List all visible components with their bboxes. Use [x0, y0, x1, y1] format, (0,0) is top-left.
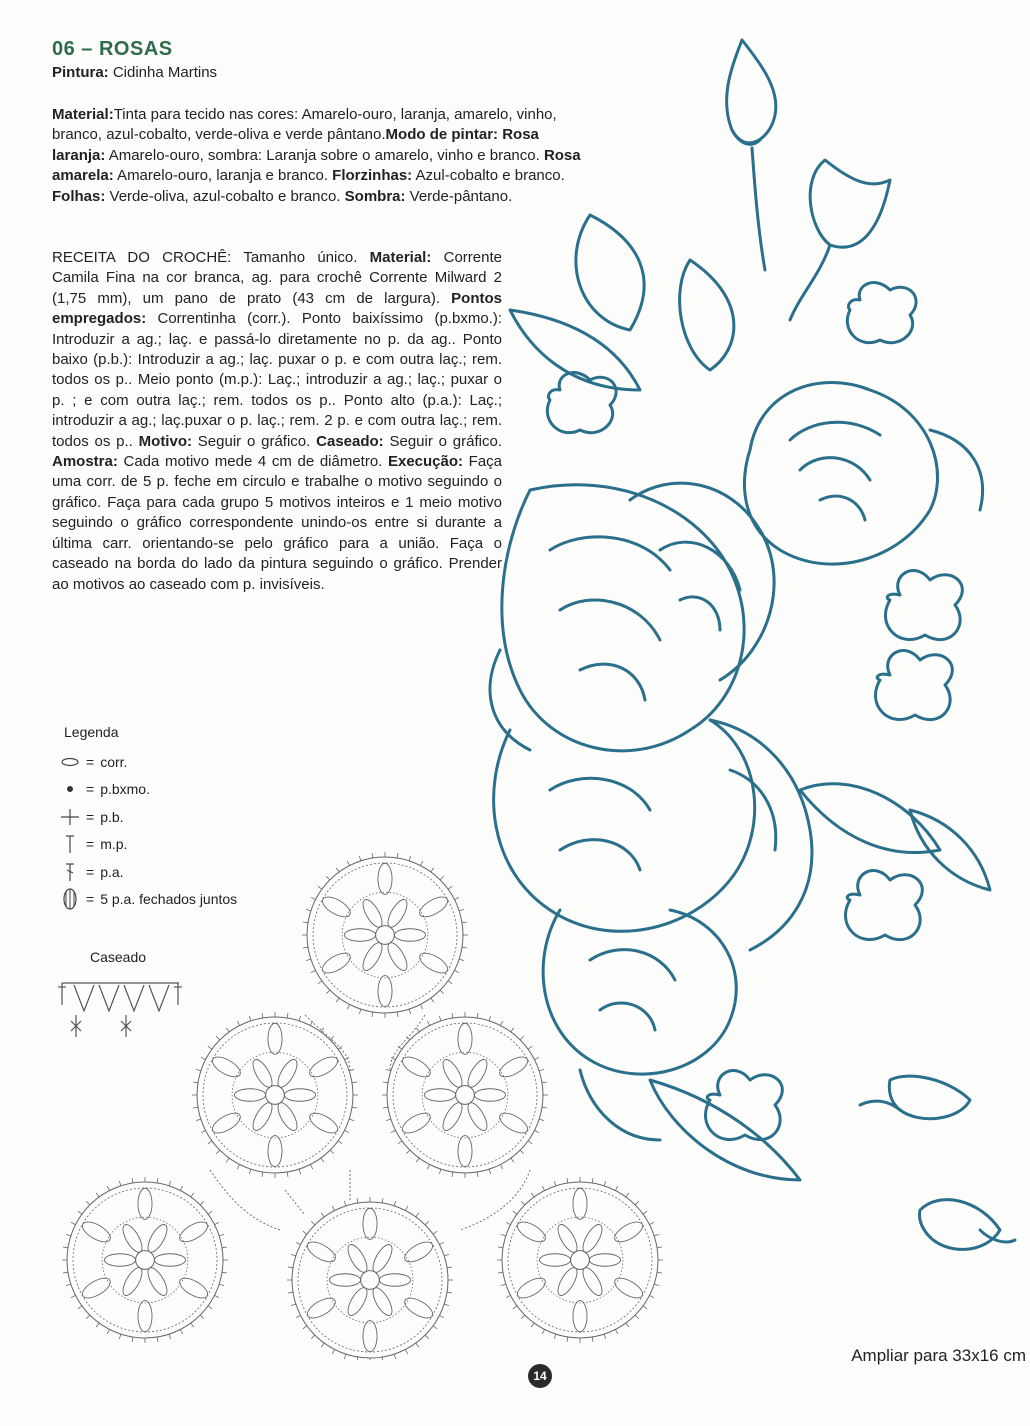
paragraph-segment: Seguir o gráfico.: [191, 432, 317, 450]
paragraph-segment: Folhas:: [52, 187, 106, 205]
credit-value: Cidinha Martins: [108, 64, 218, 81]
legend-label: p.bxmo.: [100, 781, 150, 798]
page-number: 14: [528, 1364, 552, 1388]
paragraph-segment: RECEITA DO CROCHÊ: Tamanho único.: [52, 249, 370, 266]
dot-icon: [58, 778, 82, 800]
paragraph-segment: Material:: [52, 106, 114, 123]
legend-label: p.a.: [100, 863, 124, 880]
legend-equals: =: [86, 836, 95, 853]
paragraph-segment: Amarelo-ouro, laranja e branco.: [113, 167, 333, 185]
paragraph-segment: Motivo:: [138, 432, 192, 450]
paragraph-segment: Material:: [369, 249, 432, 266]
enlarge-note: Ampliar para 33x16 cm: [851, 1346, 1026, 1365]
paragraph-segment: Verde-oliva, azul-cobalto e branco.: [105, 187, 345, 205]
legend-equals: =: [86, 808, 95, 825]
paragraph-segment: Correntinha (corr.). Ponto baixíssimo (p.bxmo.): Introduzir a ag.; laç. e passá-lo diretamente no p. da ag.. Ponto baixo (p.b.): Introduzir a ag.; laç. puxar o p. e com outra laç.; rem. todos os p.. Meio ponto (m.p.): Laç.; introduzir a ag.; laç.; puxar o p. ; e com outra laç.; rem. todos os p.. Ponto alto (p.a.): Laç.; introduzir a ag.; laç.puxar o p. laç.; rem. 2 p. e com outra laç.; rem. todos os p..: [52, 310, 502, 450]
paragraph-segment: Caseado:: [316, 432, 384, 450]
painting-credit: [52, 64, 217, 81]
paragraph-segment: Tinta para tecido nas cores: Amarelo-ouro, laranja, amarelo, vinho, branco, azul-cobalto, verde-oliva e verde pântano.: [52, 106, 557, 144]
paragraph-segment: Amostra:: [52, 453, 118, 471]
legend-item: [58, 748, 237, 776]
paragraph-segment: Pontos empregados:: [52, 289, 502, 328]
paragraph-segment: Verde-pântano.: [405, 187, 513, 205]
motif-mid-left: [192, 1012, 358, 1178]
legend-label: corr.: [100, 753, 128, 770]
paragraph-segment: Rosa amarela:: [52, 146, 581, 185]
credit-label: Pintura:: [52, 64, 109, 81]
rose-painting-pattern: [470, 30, 1030, 1290]
paragraph-segment: Corrente Camila Fina na cor branca, ag. para crochê Corrente Milward 2 (1,75 mm), um pano de prato (43 cm de largura).: [52, 249, 502, 307]
chain-oval-icon: [58, 751, 82, 773]
paragraph-segment: Execução:: [387, 453, 464, 471]
paragraph-segment: Azul-cobalto e branco.: [412, 167, 565, 185]
paragraph-segment: Cada motivo mede 4 cm de diâmetro.: [117, 453, 388, 471]
motif-bottom-center: [287, 1197, 453, 1360]
legend-equals: =: [86, 891, 95, 908]
legend-label: 5 p.a. fechados juntos: [100, 891, 238, 908]
paragraph-segment: Amarelo-ouro, sombra: Laranja sobre o amarelo, vinho e branco.: [105, 146, 544, 164]
motif-top: [302, 852, 468, 1018]
legend-equals: =: [86, 863, 95, 880]
paragraph-segment: Modo de pintar: Rosa laranja:: [52, 126, 539, 164]
legend-title: Legenda: [64, 724, 119, 740]
recipe-paragraph: [52, 248, 502, 595]
cross-icon: [58, 806, 82, 828]
caseado-title: Caseado: [90, 949, 147, 965]
legend-equals: =: [86, 781, 95, 798]
legend-equals: =: [86, 753, 95, 770]
paragraph-segment: Seguir o gráfico.: [383, 432, 503, 450]
legend-label: p.b.: [100, 808, 124, 825]
paragraph-segment: Florzinhas:: [332, 167, 413, 185]
legend-item: [58, 803, 237, 831]
motif-bottom-left: [62, 1177, 228, 1343]
legend-label: m.p.: [100, 836, 128, 853]
paragraph-segment: Faça uma corr. de 5 p. feche em circulo e trabalhe o motivo seguindo o gráfico. Faça para cada grupo 5 motivos inteiros e 1 meio motivo seguindo o gráfico correspondente unindo-os entre si durante a última carr. orientando-se pelo gráfico para a união. Faça o caseado na borda do lado da pintura seguindo o gráfico. Prender ao motivos ao caseado com p. invisíveis.: [52, 453, 503, 593]
section-title: 06 – ROSAS: [52, 38, 173, 60]
legend-item: [58, 776, 237, 804]
paragraph-segment: Sombra:: [344, 187, 406, 205]
